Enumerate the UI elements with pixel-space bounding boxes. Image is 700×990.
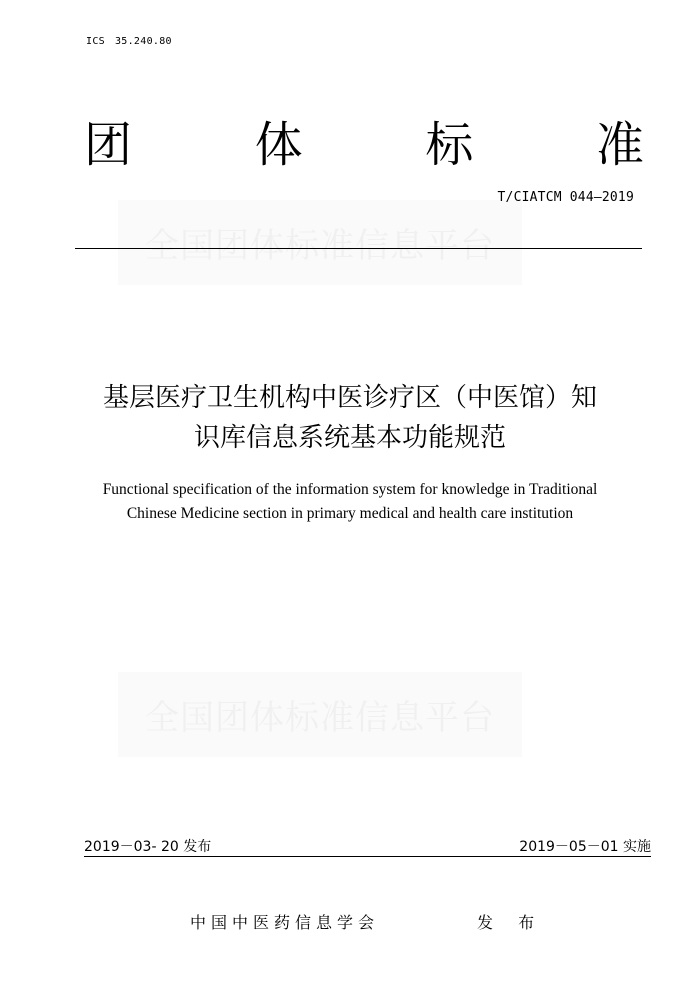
standard-type-char: 体	[254, 117, 303, 173]
standard-type-char: 团	[84, 117, 133, 173]
implementation-date: 2019－05－01 实施	[519, 839, 651, 855]
issue-date: 2019－03- 20 发布	[84, 839, 212, 855]
english-title-line-1: Functional specification of the information system for knowledge in Traditional	[102, 481, 598, 498]
footer-divider	[84, 856, 651, 857]
watermark-bottom: 全国团体标准信息平台	[118, 672, 522, 757]
ics-label: ICS	[86, 36, 105, 47]
english-title-line-2: Chinese Medicine section in primary medical and health care institution	[126, 505, 574, 522]
ics-classification	[86, 36, 172, 47]
chinese-title-line-2: 识库信息系统基本功能规范	[193, 423, 506, 453]
chinese-title-line-1: 基层医疗卫生机构中医诊疗区（中医馆）知	[102, 383, 597, 413]
ics-code: 35.240.80	[114, 36, 172, 47]
english-title	[40, 478, 660, 526]
watermark-top: 全国团体标准信息平台	[118, 200, 522, 285]
standard-type-heading	[84, 110, 644, 180]
standard-type-char: 标	[425, 117, 474, 173]
header-divider	[75, 248, 642, 249]
standard-type-char: 准	[595, 117, 644, 173]
publisher-name: 中国中医药信息学会	[190, 913, 380, 932]
publish-label: 发 布	[477, 913, 545, 932]
standard-number: T/CIATCM 044—2019	[497, 190, 634, 205]
chinese-title	[40, 378, 660, 458]
